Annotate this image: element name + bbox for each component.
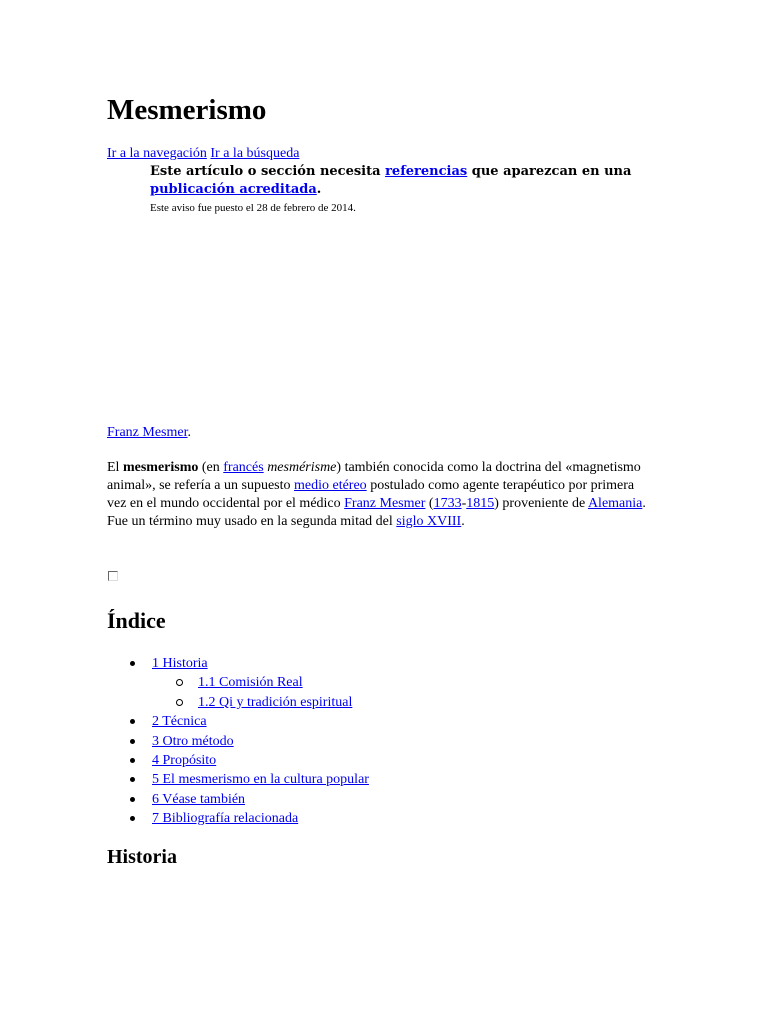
jump-to-search-link[interactable]: Ir a la búsqueda [210, 146, 300, 161]
toc-item [107, 673, 369, 692]
medio-etereo-link[interactable]: medio etéreo [294, 478, 367, 493]
intro-paragraph [107, 459, 655, 531]
toc-link[interactable]: 6 Véase también [152, 791, 246, 807]
toc-link[interactable]: 1.2 Qi y tradición espiritual [198, 694, 353, 710]
intro-text: ) también conocida como la doctrina del «magnetismo animal», se refería a un supuesto [107, 460, 641, 493]
alemania-link[interactable]: Alemania [587, 496, 643, 511]
toc-item [107, 770, 369, 789]
intro-text: . [461, 514, 465, 529]
year-1733-link[interactable]: 1733 [433, 496, 462, 511]
reliable-publication-link[interactable]: publicación acreditada [150, 182, 317, 197]
intro-text: El [107, 460, 123, 475]
toc-list [107, 654, 369, 829]
toc-item [107, 654, 369, 673]
section-heading-historia: Historia [107, 846, 177, 868]
year-1815-link[interactable]: 1815 [466, 496, 495, 511]
toc-item [107, 809, 369, 828]
notice-text: Este artículo o sección necesita [150, 164, 386, 179]
image-caption [107, 424, 191, 442]
franz-mesmer-link[interactable]: Franz Mesmer [344, 496, 426, 511]
caption-suffix: . [187, 425, 191, 440]
toc-item [107, 693, 369, 712]
toc-item [107, 790, 369, 809]
caption-franz-mesmer-link[interactable]: Franz Mesmer [107, 425, 188, 440]
notice-message [150, 163, 655, 199]
intro-text: ) proveniente de [494, 496, 588, 511]
toc-heading: Índice [107, 608, 166, 633]
intro-text: . Fue un término muy usado en la segunda mitad del [107, 496, 646, 529]
toc-link[interactable]: 1.1 Comisión Real [198, 675, 303, 691]
toc-link[interactable]: 2 Técnica [152, 714, 207, 730]
jump-to-navigation-link[interactable]: Ir a la navegación [107, 146, 207, 161]
toc-link[interactable]: 7 Bibliografía relacionada [152, 811, 299, 827]
notice-date: Este aviso fue puesto el 28 de febrero de 2014. [150, 202, 356, 214]
intro-text: (en [198, 460, 224, 475]
toc-link[interactable]: 1 Historia [152, 656, 208, 671]
toc-link[interactable]: 5 El mesmerismo en la cultura popular [152, 772, 369, 788]
intro-text: postulado como agente terapéutico por primera vez en el mundo occidental por el médico [107, 478, 635, 511]
toc-toggle-checkbox[interactable] [108, 571, 118, 581]
toc-link[interactable]: 4 Propósito [152, 752, 217, 768]
notice-text: . [316, 182, 322, 197]
siglo-xviii-link[interactable]: siglo XVIII [396, 514, 462, 529]
frances-link[interactable]: francés [223, 460, 264, 475]
toc-item [107, 712, 369, 731]
references-notice [150, 163, 655, 215]
toc-item [107, 751, 369, 770]
notice-text: que aparezcan en una [467, 164, 632, 179]
jump-links [107, 145, 299, 163]
intro-text: - [461, 496, 467, 511]
intro-italic-term: mesmérisme [267, 460, 337, 475]
intro-bold-term: mesmerismo [122, 460, 199, 475]
toc-item [107, 732, 369, 751]
toc-link[interactable]: 3 Otro método [152, 733, 234, 749]
references-link[interactable]: referencias [385, 164, 468, 179]
intro-text: ( [425, 496, 434, 511]
page-title: Mesmerismo [107, 94, 267, 126]
